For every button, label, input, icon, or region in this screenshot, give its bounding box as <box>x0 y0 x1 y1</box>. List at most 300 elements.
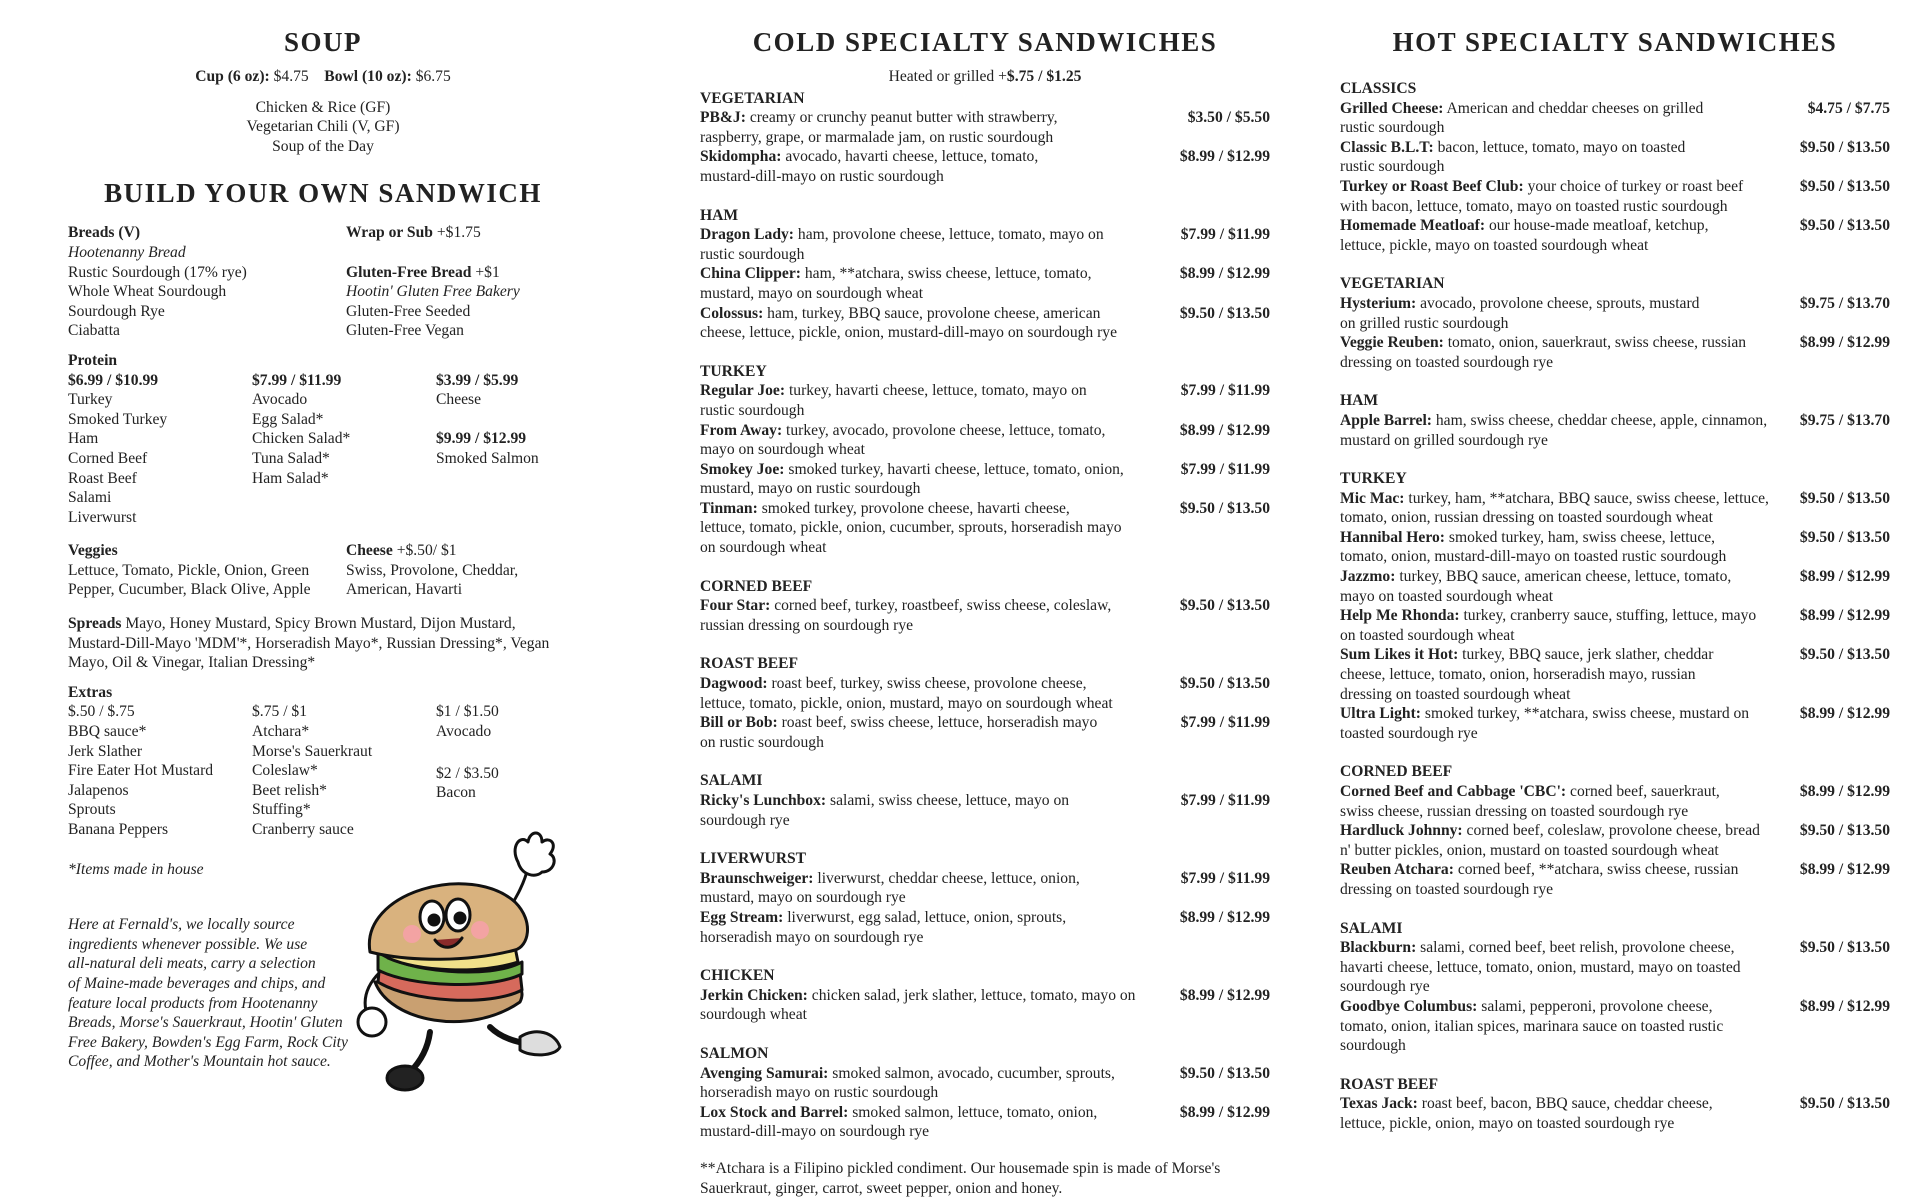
extras-item: Coleslaw* <box>252 761 436 781</box>
menu-item <box>1340 782 1890 821</box>
extras-item: Avocado <box>436 722 620 742</box>
description-line: mustard-dill-mayo on rustic sourdough <box>700 167 1168 187</box>
menu-item <box>1340 704 1890 743</box>
protein-item: Salami <box>68 488 252 508</box>
menu-item <box>1340 138 1890 177</box>
description-line <box>1340 138 1788 158</box>
description-text: turkey, BBQ sauce, jerk slather, cheddar <box>1462 646 1713 663</box>
protein-item: Chicken Salad* <box>252 429 436 449</box>
menu-section <box>700 362 1270 558</box>
soup-sizes <box>68 67 578 87</box>
menu-section <box>700 1044 1270 1142</box>
byo-title: BUILD YOUR OWN SANDWICH <box>68 178 578 209</box>
heated-note-text: Heated or grilled + <box>889 68 1007 85</box>
menu-item <box>1340 294 1890 333</box>
extras-item: Morse's Sauerkraut <box>252 742 436 762</box>
menu-item-description <box>700 264 1168 303</box>
description-line: with bacon, lettuce, tomato, mayo on toasted rustic sourdough <box>1340 197 1788 217</box>
description-line: rustic sourdough <box>700 245 1169 265</box>
description-line: sourdough rye <box>1340 977 1788 997</box>
description-line: lettuce, pickle, mayo on toasted sourdough wheat <box>1340 236 1788 256</box>
extras-price: $2 / $3.50 <box>436 764 620 784</box>
description-line <box>1340 606 1788 626</box>
section-heading: CLASSICS <box>1340 79 1890 99</box>
description-line: tomato, onion, russian dressing on toasted sourdough wheat <box>1340 508 1788 528</box>
menu-item-price: $9.50 / $13.50 <box>1180 1064 1270 1084</box>
gf-title: Gluten-Free Bread <box>346 264 471 281</box>
menu-item <box>1340 567 1890 606</box>
menu-item-price: $8.99 / $12.99 <box>1800 606 1890 626</box>
menu-item-name: Regular Joe: <box>700 382 785 399</box>
description-text: chicken salad, jerk slather, lettuce, tomato, mayo on <box>812 987 1136 1004</box>
description-line <box>700 108 1176 128</box>
description-text: corned beef, coleslaw, provolone cheese, bread <box>1467 822 1760 839</box>
description-text: ham, provolone cheese, lettuce, tomato, mayo on <box>798 226 1104 243</box>
bread-item: Rustic Sourdough (17% rye) <box>68 263 346 283</box>
protein-price: $3.99 / $5.99 <box>436 372 518 389</box>
menu-item-description <box>1340 99 1796 138</box>
description-line: swiss cheese, russian dressing on toasted sourdough rye <box>1340 802 1788 822</box>
menu-item <box>700 147 1270 186</box>
description-line: sourdough <box>1340 1036 1788 1056</box>
section-heading: LIVERWURST <box>700 849 1270 869</box>
menu-item-description <box>1340 294 1788 333</box>
description-line <box>700 791 1169 811</box>
description-line <box>1340 489 1788 509</box>
menu-item-name: Bill or Bob: <box>700 714 778 731</box>
bread-item: Ciabatta <box>68 321 346 341</box>
description-line: rustic sourdough <box>1340 118 1796 138</box>
menu-item <box>700 674 1270 713</box>
menu-item-description <box>700 499 1168 558</box>
protein-group <box>436 371 620 528</box>
about-line: ingredients whenever possible. We use <box>68 935 578 955</box>
menu-item-name: Homemade Meatloaf: <box>1340 217 1485 234</box>
description-text: ham, swiss cheese, cheddar cheese, apple, cinnamon, <box>1436 412 1767 429</box>
menu-item-price: $9.50 / $13.50 <box>1800 528 1890 548</box>
description-line: tomato, onion, mustard-dill-mayo on toasted rustic sourdough <box>1340 547 1788 567</box>
menu-item-price: $9.50 / $13.50 <box>1800 489 1890 509</box>
section-heading: CORNED BEEF <box>1340 762 1890 782</box>
description-line <box>1340 704 1788 724</box>
menu-item-price: $7.99 / $11.99 <box>1181 381 1270 401</box>
menu-item <box>700 986 1270 1025</box>
menu-item-name: Ricky's Lunchbox: <box>700 792 826 809</box>
about-line: Here at Fernald's, we locally source <box>68 915 578 935</box>
menu-item-name: From Away: <box>700 422 782 439</box>
description-text: smoked turkey, provolone cheese, havarti cheese, <box>762 500 1070 517</box>
description-line: cheese, lettuce, tomato, onion, horseradish mayo, russian <box>1340 665 1788 685</box>
menu-section <box>1340 79 1890 255</box>
menu-section <box>1340 469 1890 743</box>
description-line: horseradish mayo on sourdough rye <box>700 928 1168 948</box>
description-line <box>1340 216 1788 236</box>
menu-item-description <box>700 421 1168 460</box>
description-line <box>1340 782 1788 802</box>
veggies-title: Veggies <box>68 542 118 559</box>
description-line: dressing on toasted sourdough rye <box>1340 880 1788 900</box>
extras-item: Fire Eater Hot Mustard <box>68 761 252 781</box>
extras-item: Jerk Slather <box>68 742 252 762</box>
section-heading: VEGETARIAN <box>1340 274 1890 294</box>
soup-list <box>68 98 578 157</box>
menu-item-description <box>1340 938 1788 997</box>
menu-item-description <box>1340 567 1788 606</box>
gf-price: +$1 <box>475 264 499 281</box>
menu-item-price: $8.99 / $12.99 <box>1800 997 1890 1017</box>
protein-price: $7.99 / $11.99 <box>252 372 341 389</box>
menu-item-name: Avenging Samurai: <box>700 1065 828 1082</box>
description-text: bacon, lettuce, tomato, mayo on toasted <box>1438 139 1686 156</box>
wrap-gf-block <box>346 223 520 341</box>
menu-item-name: Smokey Joe: <box>700 461 784 478</box>
section-heading: CHICKEN <box>700 966 1270 986</box>
extras-item: Cranberry sauce <box>252 820 436 840</box>
extras-item: Sprouts <box>68 800 252 820</box>
section-heading: TURKEY <box>1340 469 1890 489</box>
description-line <box>700 986 1168 1006</box>
menu-item-name: Hysterium: <box>1340 295 1416 312</box>
description-line <box>700 674 1168 694</box>
menu-item-price: $9.50 / $13.50 <box>1180 304 1270 324</box>
description-text: ham, turkey, BBQ sauce, provolone cheese, american <box>767 305 1100 322</box>
menu-item-price: $9.50 / $13.50 <box>1800 216 1890 236</box>
menu-item-price: $9.50 / $13.50 <box>1800 1094 1890 1114</box>
footnote-line: **Atchara is a Filipino pickled condiment. Our housemade spin is made of Morse's <box>700 1159 1270 1179</box>
protein-group <box>68 371 252 528</box>
cold-sections <box>700 89 1270 1142</box>
menu-section <box>1340 274 1890 372</box>
menu-item-description <box>1340 528 1788 567</box>
extras-price: $.75 / $1 <box>252 702 436 722</box>
menu-item-description <box>700 1064 1168 1103</box>
protein-price: $6.99 / $10.99 <box>68 372 158 389</box>
menu-item-description <box>700 674 1168 713</box>
menu-item-description <box>1340 1094 1788 1133</box>
cheese-block <box>346 541 518 600</box>
soup-item: Chicken & Rice (GF) <box>68 98 578 118</box>
menu-item-price: $9.50 / $13.50 <box>1800 138 1890 158</box>
menu-section <box>700 849 1270 947</box>
extras-item: Atchara* <box>252 722 436 742</box>
menu-item-description <box>700 1103 1168 1142</box>
menu-item-price: $8.99 / $12.99 <box>1180 421 1270 441</box>
about-line: Coffee, and Mother's Mountain hot sauce. <box>68 1052 578 1072</box>
protein-item: Egg Salad* <box>252 410 436 430</box>
extras-group <box>68 702 252 839</box>
description-line <box>1340 294 1788 314</box>
extras-title: Extras <box>68 684 112 701</box>
menu-item <box>700 264 1270 303</box>
description-line: toasted sourdough rye <box>1340 724 1788 744</box>
description-line <box>1340 645 1788 665</box>
menu-item-price: $9.75 / $13.70 <box>1800 294 1890 314</box>
menu-item-description <box>700 304 1168 343</box>
menu-section <box>1340 762 1890 899</box>
menu-section <box>700 966 1270 1025</box>
description-text: turkey, havarti cheese, lettuce, tomato, mayo on <box>789 382 1087 399</box>
menu-item-price: $4.75 / $7.75 <box>1808 99 1890 119</box>
description-text: liverwurst, cheddar cheese, lettuce, onion, <box>817 870 1079 887</box>
menu-item <box>1340 997 1890 1056</box>
wrap-price: +$1.75 <box>437 224 481 241</box>
hot-sections <box>1340 79 1890 1134</box>
section-heading: HAM <box>700 206 1270 226</box>
menu-item-name: Help Me Rhonda: <box>1340 607 1460 624</box>
menu-item-price: $8.99 / $12.99 <box>1180 986 1270 1006</box>
soup-title: SOUP <box>68 27 578 58</box>
menu-item <box>700 869 1270 908</box>
description-line <box>700 499 1168 519</box>
heated-note <box>700 67 1270 87</box>
description-line <box>1340 821 1788 841</box>
description-line: on toasted sourdough wheat <box>1340 626 1788 646</box>
section-heading: VEGETARIAN <box>700 89 1270 109</box>
menu-item-price: $8.99 / $12.99 <box>1800 860 1890 880</box>
description-line: russian dressing on sourdough rye <box>700 616 1168 636</box>
menu-item-name: Reuben Atchara: <box>1340 861 1454 878</box>
menu-item-price: $7.99 / $11.99 <box>1181 791 1270 811</box>
menu-item <box>1340 216 1890 255</box>
description-line: mayo on sourdough wheat <box>700 440 1168 460</box>
protein-item: Ham <box>68 429 252 449</box>
cold-title: COLD SPECIALTY SANDWICHES <box>700 27 1270 58</box>
section-heading: ROAST BEEF <box>1340 1075 1890 1095</box>
menu-item-description <box>700 108 1176 147</box>
menu-item-name: Tinman: <box>700 500 758 517</box>
menu-item <box>1340 1094 1890 1133</box>
protein-item: Cheese <box>436 390 620 410</box>
menu-item <box>700 791 1270 830</box>
menu-item <box>1340 489 1890 528</box>
extras-item: Bacon <box>436 783 620 803</box>
cheese-text: Swiss, Provolone, Cheddar, <box>346 561 518 581</box>
bread-item: Sourdough Rye <box>68 302 346 322</box>
menu-item-description <box>1340 997 1788 1056</box>
menu-item-description <box>1340 138 1788 177</box>
menu-item-price: $8.99 / $12.99 <box>1180 147 1270 167</box>
description-text: corned beef, turkey, roastbeef, swiss cheese, coleslaw, <box>774 597 1111 614</box>
menu-item <box>700 499 1270 558</box>
description-text: roast beef, bacon, BBQ sauce, cheddar cheese, <box>1422 1095 1713 1112</box>
description-line <box>700 460 1169 480</box>
menu-section <box>1340 391 1890 450</box>
spreads-title: Spreads <box>68 615 121 632</box>
breads-block <box>68 223 346 341</box>
menu-item <box>700 421 1270 460</box>
description-line: tomato, onion, italian spices, marinara sauce on toasted rustic <box>1340 1017 1788 1037</box>
description-line: mayo on toasted sourdough wheat <box>1340 587 1788 607</box>
description-line <box>700 264 1168 284</box>
menu-item-description <box>700 713 1169 752</box>
section-heading: TURKEY <box>700 362 1270 382</box>
menu-item-name: Four Star: <box>700 597 770 614</box>
description-line: dressing on toasted sourdough wheat <box>1340 685 1788 705</box>
menu-item <box>1340 177 1890 216</box>
veggies-text: Pepper, Cucumber, Black Olive, Apple <box>68 580 346 600</box>
description-line: raspberry, grape, or marmalade jam, on rustic sourdough <box>700 128 1176 148</box>
protein-item: Tuna Salad* <box>252 449 436 469</box>
section-heading: SALAMI <box>1340 919 1890 939</box>
description-line <box>700 596 1168 616</box>
description-line: dressing on toasted sourdough rye <box>1340 353 1788 373</box>
section-heading: SALAMI <box>700 771 1270 791</box>
menu-item-name: Sum Likes it Hot: <box>1340 646 1458 663</box>
description-line <box>1340 528 1788 548</box>
bowl-label: Bowl (10 oz): <box>324 68 411 85</box>
veggies-block <box>68 541 346 600</box>
description-line: sourdough wheat <box>700 1005 1168 1025</box>
breads-row <box>68 223 578 341</box>
protein-item: Avocado <box>252 390 436 410</box>
breads-title: Breads (V) <box>68 224 140 241</box>
menu-item-price: $9.50 / $13.50 <box>1180 596 1270 616</box>
description-text: smoked salmon, lettuce, tomato, onion, <box>852 1104 1097 1121</box>
menu-item-name: Dagwood: <box>700 675 768 692</box>
menu-item <box>700 596 1270 635</box>
cup-price: $4.75 <box>274 68 309 85</box>
menu-item-price: $9.75 / $13.70 <box>1800 411 1890 431</box>
about-line: of Maine-made beverages and chips, and <box>68 974 578 994</box>
description-line <box>1340 177 1788 197</box>
menu-item-description <box>700 986 1168 1025</box>
menu-item-name: Mic Mac: <box>1340 490 1405 507</box>
menu-item-description <box>700 596 1168 635</box>
hot-title: HOT SPECIALTY SANDWICHES <box>1340 27 1890 58</box>
menu-item <box>1340 528 1890 567</box>
menu-section <box>700 206 1270 343</box>
menu-item-description <box>700 869 1169 908</box>
menu-item-description <box>1340 411 1788 450</box>
menu-item <box>700 108 1270 147</box>
menu-item-name: Hannibal Hero: <box>1340 529 1445 546</box>
menu-item <box>1340 606 1890 645</box>
protein-price: $9.99 / $12.99 <box>436 430 526 447</box>
about-line: all-natural deli meats, carry a selection <box>68 954 578 974</box>
menu-item <box>1340 860 1890 899</box>
description-text: smoked turkey, **atchara, swiss cheese, mustard on <box>1425 705 1749 722</box>
footnote-line: Sauerkraut, ginger, carrot, sweet pepper, onion and honey. <box>700 1179 1270 1198</box>
spreads-block <box>68 614 578 673</box>
description-line <box>700 304 1168 324</box>
description-line: havarti cheese, lettuce, tomato, onion, mustard, mayo on toasted <box>1340 958 1788 978</box>
description-text: corned beef, sauerkraut, <box>1570 783 1720 800</box>
protein-item: Liverwurst <box>68 508 252 528</box>
menu-item-name: Grilled Cheese: <box>1340 100 1444 117</box>
description-text: salami, corned beef, beet relish, provolone cheese, <box>1420 939 1734 956</box>
menu-item-name: Veggie Reuben: <box>1340 334 1444 351</box>
section-heading: SALMON <box>700 1044 1270 1064</box>
description-line: mustard, mayo on sourdough wheat <box>700 284 1168 304</box>
menu-item <box>1340 821 1890 860</box>
description-text: smoked turkey, ham, swiss cheese, lettuce, <box>1449 529 1715 546</box>
description-line <box>1340 333 1788 353</box>
spreads-text: Mayo, Oil & Vinegar, Italian Dressing* <box>68 653 578 673</box>
protein-item: Turkey <box>68 390 252 410</box>
description-line <box>700 381 1169 401</box>
menu-item-name: PB&J: <box>700 109 746 126</box>
menu-item <box>700 1103 1270 1142</box>
menu-item-name: Goodbye Columbus: <box>1340 998 1477 1015</box>
gf-brand: Hootin' Gluten Free Bakery <box>346 283 520 300</box>
menu-item-name: Colossus: <box>700 305 763 322</box>
description-text: your choice of turkey or roast beef <box>1528 178 1744 195</box>
about-line: Free Bakery, Bowden's Egg Farm, Rock City <box>68 1033 578 1053</box>
description-text: American and cheddar cheeses on grilled <box>1447 100 1704 117</box>
menu-item-description <box>1340 704 1788 743</box>
description-line <box>700 1064 1168 1084</box>
menu-item-price: $9.50 / $13.50 <box>1180 674 1270 694</box>
menu-item-name: Skidompha: <box>700 148 781 165</box>
description-line <box>1340 99 1796 119</box>
menu-item-price: $8.99 / $12.99 <box>1800 704 1890 724</box>
description-text: turkey, avocado, provolone cheese, lettuce, tomato, <box>786 422 1105 439</box>
cheese-price: +$.50/ $1 <box>397 542 457 559</box>
menu-section <box>1340 1075 1890 1134</box>
menu-section <box>700 89 1270 187</box>
menu-section <box>700 771 1270 830</box>
menu-item-name: Texas Jack: <box>1340 1095 1418 1112</box>
description-line <box>1340 860 1788 880</box>
menu-item-description <box>700 908 1168 947</box>
menu-item-price: $8.99 / $12.99 <box>1180 908 1270 928</box>
menu-item-name: Hardluck Johnny: <box>1340 822 1463 839</box>
description-line <box>1340 997 1788 1017</box>
description-line <box>1340 938 1788 958</box>
menu-item-price: $7.99 / $11.99 <box>1181 869 1270 889</box>
soup-item: Soup of the Day <box>68 137 578 157</box>
extras-price: $1 / $1.50 <box>436 702 620 722</box>
protein-item: Corned Beef <box>68 449 252 469</box>
description-text: ham, **atchara, swiss cheese, lettuce, tomato, <box>805 265 1092 282</box>
soup-item: Vegetarian Chili (V, GF) <box>68 117 578 137</box>
menu-item <box>700 460 1270 499</box>
menu-item <box>700 713 1270 752</box>
extras-group <box>252 702 436 839</box>
description-text: turkey, BBQ sauce, american cheese, lettuce, tomato, <box>1399 568 1731 585</box>
gf-item: Gluten-Free Vegan <box>346 321 520 341</box>
section-heading: HAM <box>1340 391 1890 411</box>
description-text: salami, swiss cheese, lettuce, mayo on <box>830 792 1069 809</box>
description-line: horseradish mayo on rustic sourdough <box>700 1083 1168 1103</box>
description-text: avocado, provolone cheese, sprouts, mustard <box>1420 295 1699 312</box>
about-line: Breads, Morse's Sauerkraut, Hootin' Gluten <box>68 1013 578 1033</box>
description-line: rustic sourdough <box>1340 157 1788 177</box>
menu-item-price: $3.50 / $5.50 <box>1188 108 1270 128</box>
menu-item <box>700 1064 1270 1103</box>
protein-title: Protein <box>68 352 117 369</box>
description-line: lettuce, pickle, onion, mayo on toasted sourdough rye <box>1340 1114 1788 1134</box>
menu-item-name: Corned Beef and Cabbage 'CBC': <box>1340 783 1566 800</box>
extras-item: Beet relish* <box>252 781 436 801</box>
description-line <box>700 713 1169 733</box>
menu-item <box>1340 411 1890 450</box>
heated-note-price: $.75 / $1.25 <box>1007 68 1082 85</box>
menu-item-price: $7.99 / $11.99 <box>1181 460 1270 480</box>
menu-item-price: $9.50 / $13.50 <box>1800 821 1890 841</box>
menu-item-price: $8.99 / $12.99 <box>1800 333 1890 353</box>
description-line: lettuce, tomato, pickle, onion, mustard, mayo on sourdough wheat <box>700 694 1168 714</box>
description-text: turkey, ham, **atchara, BBQ sauce, swiss cheese, lettuce, <box>1408 490 1769 507</box>
extras-item: Banana Peppers <box>68 820 252 840</box>
section-heading: ROAST BEEF <box>700 654 1270 674</box>
description-text: smoked salmon, avocado, cucumber, sprouts, <box>832 1065 1115 1082</box>
menu-item-price: $8.99 / $12.99 <box>1800 567 1890 587</box>
menu-item-description <box>1340 782 1788 821</box>
veggies-cheese-row <box>68 541 578 600</box>
protein-item: Smoked Salmon <box>436 449 620 469</box>
extras-group <box>436 702 620 839</box>
